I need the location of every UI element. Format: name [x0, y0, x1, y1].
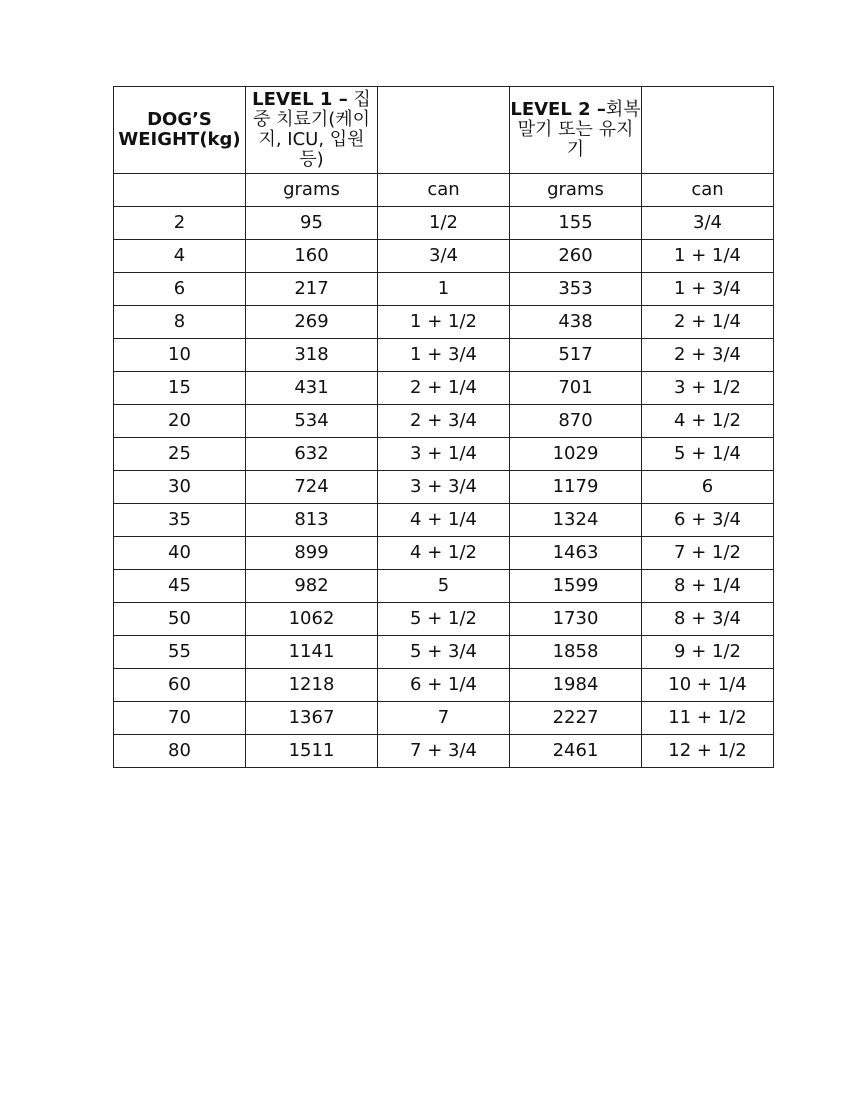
level2-can-cell: 12 + 1/2 [642, 735, 774, 768]
level1-can-cell: 5 + 1/2 [378, 603, 510, 636]
level1-grams-cell: 724 [246, 471, 378, 504]
level2-grams-cell: 438 [510, 306, 642, 339]
level1-can-cell: 4 + 1/2 [378, 537, 510, 570]
level2-can-cell: 9 + 1/2 [642, 636, 774, 669]
table-row [114, 207, 774, 240]
table-row [114, 537, 774, 570]
weight-cell: 80 [114, 735, 246, 768]
level2-can-cell: 2 + 3/4 [642, 339, 774, 372]
level2-grams-cell: 155 [510, 207, 642, 240]
level2-can-cell: 8 + 1/4 [642, 570, 774, 603]
level2-grams-cell: 1730 [510, 603, 642, 636]
level2-grams-cell: 260 [510, 240, 642, 273]
weight-cell: 50 [114, 603, 246, 636]
level1-grams-cell: 1367 [246, 702, 378, 735]
level1-header-desc: 집중 치료기(케이지, ICU, 입원 등) [252, 89, 371, 170]
level2-can-cell: 7 + 1/2 [642, 537, 774, 570]
level2-grams-cell: 1984 [510, 669, 642, 702]
weight-cell: 30 [114, 471, 246, 504]
table-row [114, 570, 774, 603]
level1-grams-cell: 1062 [246, 603, 378, 636]
weight-header-cell [114, 87, 246, 174]
level1-grams-cell: 269 [246, 306, 378, 339]
level2-grams-cell: 2461 [510, 735, 642, 768]
level2-can-cell: 10 + 1/4 [642, 669, 774, 702]
level2-can-cell: 1 + 3/4 [642, 273, 774, 306]
level1-header-cell [246, 87, 378, 174]
table-row [114, 603, 774, 636]
level2-grams-cell: 1463 [510, 537, 642, 570]
table-row [114, 504, 774, 537]
table-row [114, 636, 774, 669]
units-cell-level1-can: can [378, 174, 510, 207]
level1-can-cell: 6 + 1/4 [378, 669, 510, 702]
weight-cell: 55 [114, 636, 246, 669]
weight-cell: 20 [114, 405, 246, 438]
level1-grams-cell: 160 [246, 240, 378, 273]
level1-header-empty-cell [378, 87, 510, 174]
level2-can-cell: 5 + 1/4 [642, 438, 774, 471]
level1-can-cell: 7 [378, 702, 510, 735]
table-row [114, 306, 774, 339]
level1-can-cell: 2 + 3/4 [378, 405, 510, 438]
table-row [114, 372, 774, 405]
level1-can-cell: 5 + 3/4 [378, 636, 510, 669]
level2-header-cell [510, 87, 642, 174]
level2-grams-cell: 870 [510, 405, 642, 438]
level2-grams-cell: 1179 [510, 471, 642, 504]
level2-can-cell: 2 + 1/4 [642, 306, 774, 339]
table-row [114, 240, 774, 273]
level1-grams-cell: 1218 [246, 669, 378, 702]
level2-grams-cell: 353 [510, 273, 642, 306]
level2-can-cell: 6 + 3/4 [642, 504, 774, 537]
weight-cell: 35 [114, 504, 246, 537]
level2-can-cell: 3 + 1/2 [642, 372, 774, 405]
level1-grams-cell: 1141 [246, 636, 378, 669]
weight-cell: 70 [114, 702, 246, 735]
feeding-table-body [114, 87, 774, 768]
level2-can-cell: 3/4 [642, 207, 774, 240]
table-row [114, 702, 774, 735]
level1-can-cell: 1 + 1/2 [378, 306, 510, 339]
level1-can-cell: 3/4 [378, 240, 510, 273]
level2-grams-cell: 517 [510, 339, 642, 372]
level1-grams-cell: 217 [246, 273, 378, 306]
level1-grams-cell: 632 [246, 438, 378, 471]
level1-grams-cell: 431 [246, 372, 378, 405]
weight-cell: 60 [114, 669, 246, 702]
units-cell-level2-can: can [642, 174, 774, 207]
weight-cell: 45 [114, 570, 246, 603]
level1-grams-cell: 534 [246, 405, 378, 438]
level2-grams-cell: 1324 [510, 504, 642, 537]
level1-grams-cell: 982 [246, 570, 378, 603]
level2-can-cell: 1 + 1/4 [642, 240, 774, 273]
weight-cell: 40 [114, 537, 246, 570]
weight-cell: 6 [114, 273, 246, 306]
level2-grams-cell: 701 [510, 372, 642, 405]
level1-can-cell: 4 + 1/4 [378, 504, 510, 537]
table-row [114, 405, 774, 438]
table-row [114, 669, 774, 702]
units-cell-weight [114, 174, 246, 207]
weight-cell: 10 [114, 339, 246, 372]
level2-can-cell: 4 + 1/2 [642, 405, 774, 438]
level1-can-cell: 3 + 3/4 [378, 471, 510, 504]
table-row [114, 273, 774, 306]
units-cell-level2-grams: grams [510, 174, 642, 207]
level2-can-cell: 6 [642, 471, 774, 504]
level2-grams-cell: 1599 [510, 570, 642, 603]
level2-header-empty-cell [642, 87, 774, 174]
level1-can-cell: 3 + 1/4 [378, 438, 510, 471]
level1-grams-cell: 899 [246, 537, 378, 570]
weight-cell: 8 [114, 306, 246, 339]
level2-grams-cell: 2227 [510, 702, 642, 735]
header-row [114, 87, 774, 174]
weight-cell: 2 [114, 207, 246, 240]
weight-cell: 15 [114, 372, 246, 405]
level1-can-cell: 1/2 [378, 207, 510, 240]
level2-header-desc: 회복 말기 또는 유지기 [517, 99, 641, 160]
units-cell-level1-grams: grams [246, 174, 378, 207]
table-row [114, 471, 774, 504]
level1-grams-cell: 318 [246, 339, 378, 372]
level2-header-title: LEVEL 2 – [510, 99, 606, 120]
table-row [114, 438, 774, 471]
level2-can-cell: 11 + 1/2 [642, 702, 774, 735]
level1-grams-cell: 95 [246, 207, 378, 240]
level1-can-cell: 1 + 3/4 [378, 339, 510, 372]
level1-can-cell: 2 + 1/4 [378, 372, 510, 405]
level1-can-cell: 5 [378, 570, 510, 603]
units-row [114, 174, 774, 207]
level1-grams-cell: 1511 [246, 735, 378, 768]
weight-cell: 25 [114, 438, 246, 471]
weight-cell: 4 [114, 240, 246, 273]
level1-header-title: LEVEL 1 – [252, 89, 348, 110]
feeding-table [113, 86, 774, 768]
table-row [114, 735, 774, 768]
level2-grams-cell: 1858 [510, 636, 642, 669]
level1-can-cell: 1 [378, 273, 510, 306]
level1-grams-cell: 813 [246, 504, 378, 537]
level1-can-cell: 7 + 3/4 [378, 735, 510, 768]
weight-header-label: DOG’S WEIGHT(kg) [118, 109, 241, 150]
level2-can-cell: 8 + 3/4 [642, 603, 774, 636]
table-row [114, 339, 774, 372]
level2-grams-cell: 1029 [510, 438, 642, 471]
